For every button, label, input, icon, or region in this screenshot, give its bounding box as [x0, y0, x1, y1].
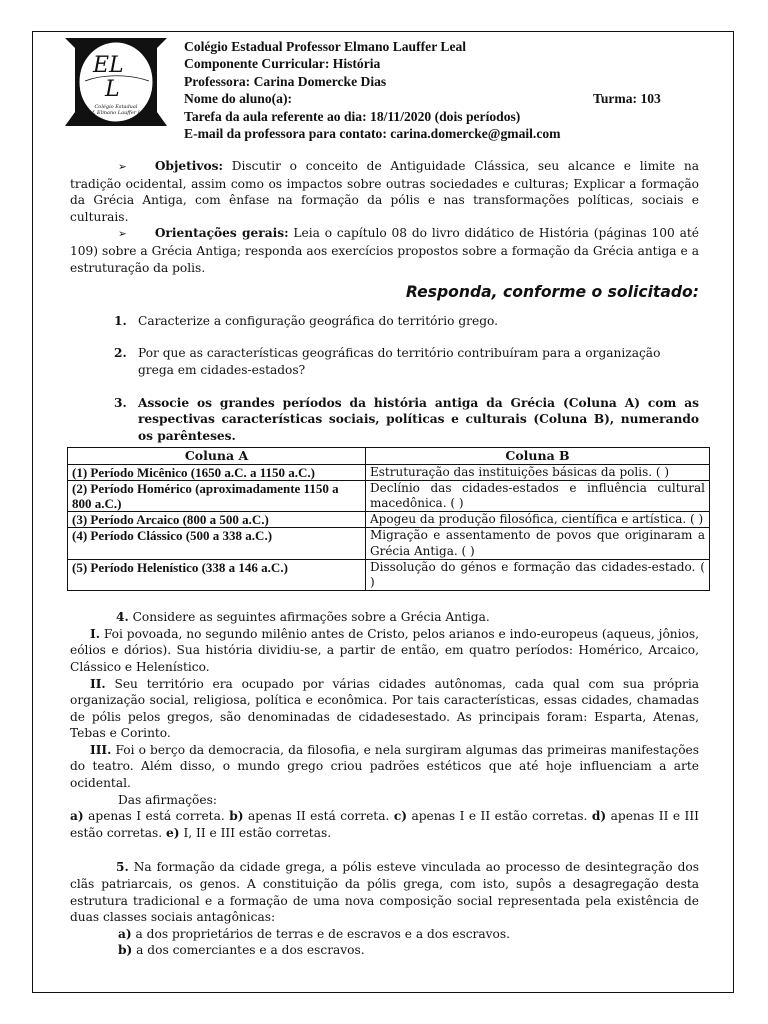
option-text: apenas I e II estão corretas.: [407, 809, 592, 824]
statement-label: I.: [90, 626, 100, 641]
guidelines-label: Orientações gerais:: [154, 226, 289, 241]
question-4: [70, 609, 699, 841]
table-row: [68, 464, 710, 480]
question-number: 4.: [116, 610, 129, 625]
period-cell: (4) Período Clássico (500 a 338 a.C.): [68, 528, 366, 559]
student-line: [184, 90, 684, 107]
question-5: [70, 859, 699, 959]
statement-label: II.: [90, 676, 106, 691]
table-row: [68, 528, 710, 559]
option-label: d): [591, 809, 607, 824]
statement-text: Seu território era ocupado por várias cidades autônomas, cada qual com sua própria organização social, religiosa, política e econômica. Por tais características, essas cidades, chamadas de pólis pelos gregos, são denominadas de cidadesestado. As principais foram: Esparta, Atenas, Tebas e Corinto.: [70, 676, 699, 741]
options-prompt: Das afirmações:: [118, 792, 217, 807]
question-5-text: [70, 859, 699, 925]
question-text: Caracterize a configuração geográfica do território grego.: [138, 313, 499, 328]
svg-text:EL: EL: [93, 53, 124, 78]
task-line: Tarefa da aula referente ao dia: 18/11/2020 (dois períodos): [184, 108, 521, 124]
svg-text:Prof. Elmano Lauffer Leal: Prof. Elmano Lauffer Leal: [83, 110, 149, 116]
statement-text: Foi o berço da democracia, da filosofia, e nela surgiram algumas das primeiras manifestações do teatro. Além disso, o mundo grego criou padrões estéticos que até hoje influenciam a arte ocidental.: [70, 742, 699, 791]
characteristic-cell: Apogeu da produção filosófica, científica e artística. ( ): [366, 512, 710, 528]
question-list: [70, 313, 699, 445]
period-cell: (2) Período Homérico (aproximadamente 1150 a 800 a.C.): [68, 480, 366, 511]
answer-option-b: [70, 942, 699, 959]
question-3: [70, 395, 699, 445]
arrow-bullet-icon: ➢: [118, 161, 127, 173]
option-label: a): [118, 926, 132, 941]
question-text: Por que as características geográficas do território contribuíram para a organização grega em cidades-estados?: [138, 346, 661, 377]
arrow-bullet-icon: ➢: [118, 228, 127, 241]
question-4-lead: [70, 609, 699, 626]
option-label: b): [118, 943, 133, 958]
email-line: E-mail da professora para contato: carina.domercke@gmail.com: [184, 126, 561, 142]
statement-label: III.: [90, 742, 112, 757]
option-label: b): [229, 809, 244, 824]
question-text: Considere as seguintes afirmações sobre a Grécia Antiga.: [132, 610, 490, 625]
option-text: apenas II e III estão corretas.: [70, 809, 699, 840]
question-2: [70, 345, 699, 378]
characteristic-cell: Estruturação das instituições básicas da polis. ( ): [366, 464, 710, 480]
period-cell: (3) Período Arcaico (800 a 500 a.C.): [68, 512, 366, 528]
column-a-header: Coluna A: [68, 448, 366, 464]
statement-text: Foi povoada, no segundo milênio antes de Cristo, pelos arianos e indo-europeus (aqueus, jônios, eólios e dórios). Sua história dividiu-se, a partir de então, em quatro períodos: Homérico, Arcaico, Clássico e Helenístico.: [70, 626, 699, 674]
statement-i: [70, 626, 699, 676]
option-label: a): [70, 809, 84, 824]
question-number: 2.: [114, 346, 127, 361]
table-row: [68, 512, 710, 528]
class-label: Turma: 103: [593, 91, 661, 107]
period-cell: (1) Período Micênico (1650 a.C. a 1150 a.C.): [68, 464, 366, 480]
header-block: [184, 38, 684, 142]
characteristic-cell: Declínio das cidades-estados e influência cultural macedônica. ( ): [366, 480, 710, 511]
worksheet-body: [70, 158, 705, 959]
option-text: a dos comerciantes e a dos escravos.: [132, 943, 365, 958]
option-label: c): [393, 809, 407, 824]
student-name-label: Nome do aluno(a):: [184, 91, 292, 107]
objectives-paragraph: [70, 158, 699, 225]
answer-options: [70, 808, 699, 841]
table-header-row: [68, 448, 710, 464]
statement-iii: [70, 742, 699, 792]
table-row: [68, 480, 710, 511]
option-text: a dos proprietários de terras e de escravos e a dos escravos.: [131, 926, 510, 941]
teacher-line: Professora: Carina Domercke Dias: [184, 73, 387, 89]
svg-text:L: L: [105, 77, 120, 102]
table-row: [68, 559, 710, 590]
objectives-text: Discutir o conceito de Antiguidade Clássica, seu alcance e limite na tradição ocidental, assim como os impactos sobre outras sociedades e culturas; Explicar a formação da Grécia Antiga, com ênfase na formação da pólis e nas transformações políticas, sociais e culturais.: [70, 159, 699, 224]
answer-option-a: [70, 926, 699, 943]
question-1: [70, 313, 699, 330]
svg-text:Colégio Estadual: Colégio Estadual: [94, 104, 138, 110]
question-number: 3.: [114, 395, 127, 410]
question-number: 5.: [116, 860, 129, 875]
question-text: Na formação da cidade grega, a pólis esteve vinculada ao processo de desintegração dos clãs patriarcais, os genos. A constituição da pólis grega, com isto, supôs a desagregação desta estrutura tradicional e a formação de uma nova composição social representada pela existência de duas classes sociais antagônicas:: [70, 860, 699, 925]
characteristic-cell: Migração e assentamento de povos que originaram a Grécia Antiga. ( ): [366, 528, 710, 559]
guidelines-paragraph: [70, 225, 699, 276]
characteristic-cell: Dissolução do génos e formação das cidades-estado. ( ): [366, 559, 710, 590]
subject-line: Componente Curricular: História: [184, 56, 381, 72]
option-text: apenas I está correta.: [83, 809, 230, 824]
option-text: I, II e III estão corretas.: [179, 825, 332, 840]
column-b-header: Coluna B: [366, 448, 710, 464]
association-table: [67, 447, 710, 591]
period-cell: (5) Período Helenístico (338 a 146 a.C.): [68, 559, 366, 590]
option-text: apenas II está correta.: [243, 809, 394, 824]
school-logo: [63, 36, 169, 128]
statement-ii: [70, 676, 699, 742]
question-text: Associe os grandes períodos da história antiga da Grécia (Coluna A) com as respectivas características sociais, políticas e culturais (Coluna B), numerando os parênteses.: [138, 395, 699, 443]
guidelines-text: Leia o capítulo 08 do livro didático de História (páginas 100 até 109) sobre a Grécia Antiga; responda aos exercícios propostos sobre a formação da Grécia antiga e a estruturação da polis.: [70, 226, 699, 275]
instruction-callout: Responda, conforme o solicitado:: [405, 283, 699, 302]
option-label: e): [166, 825, 180, 840]
objectives-label: Objetivos:: [154, 159, 223, 173]
school-name: Colégio Estadual Professor Elmano Lauffer Leal: [184, 39, 467, 54]
question-number: 1.: [114, 313, 127, 328]
